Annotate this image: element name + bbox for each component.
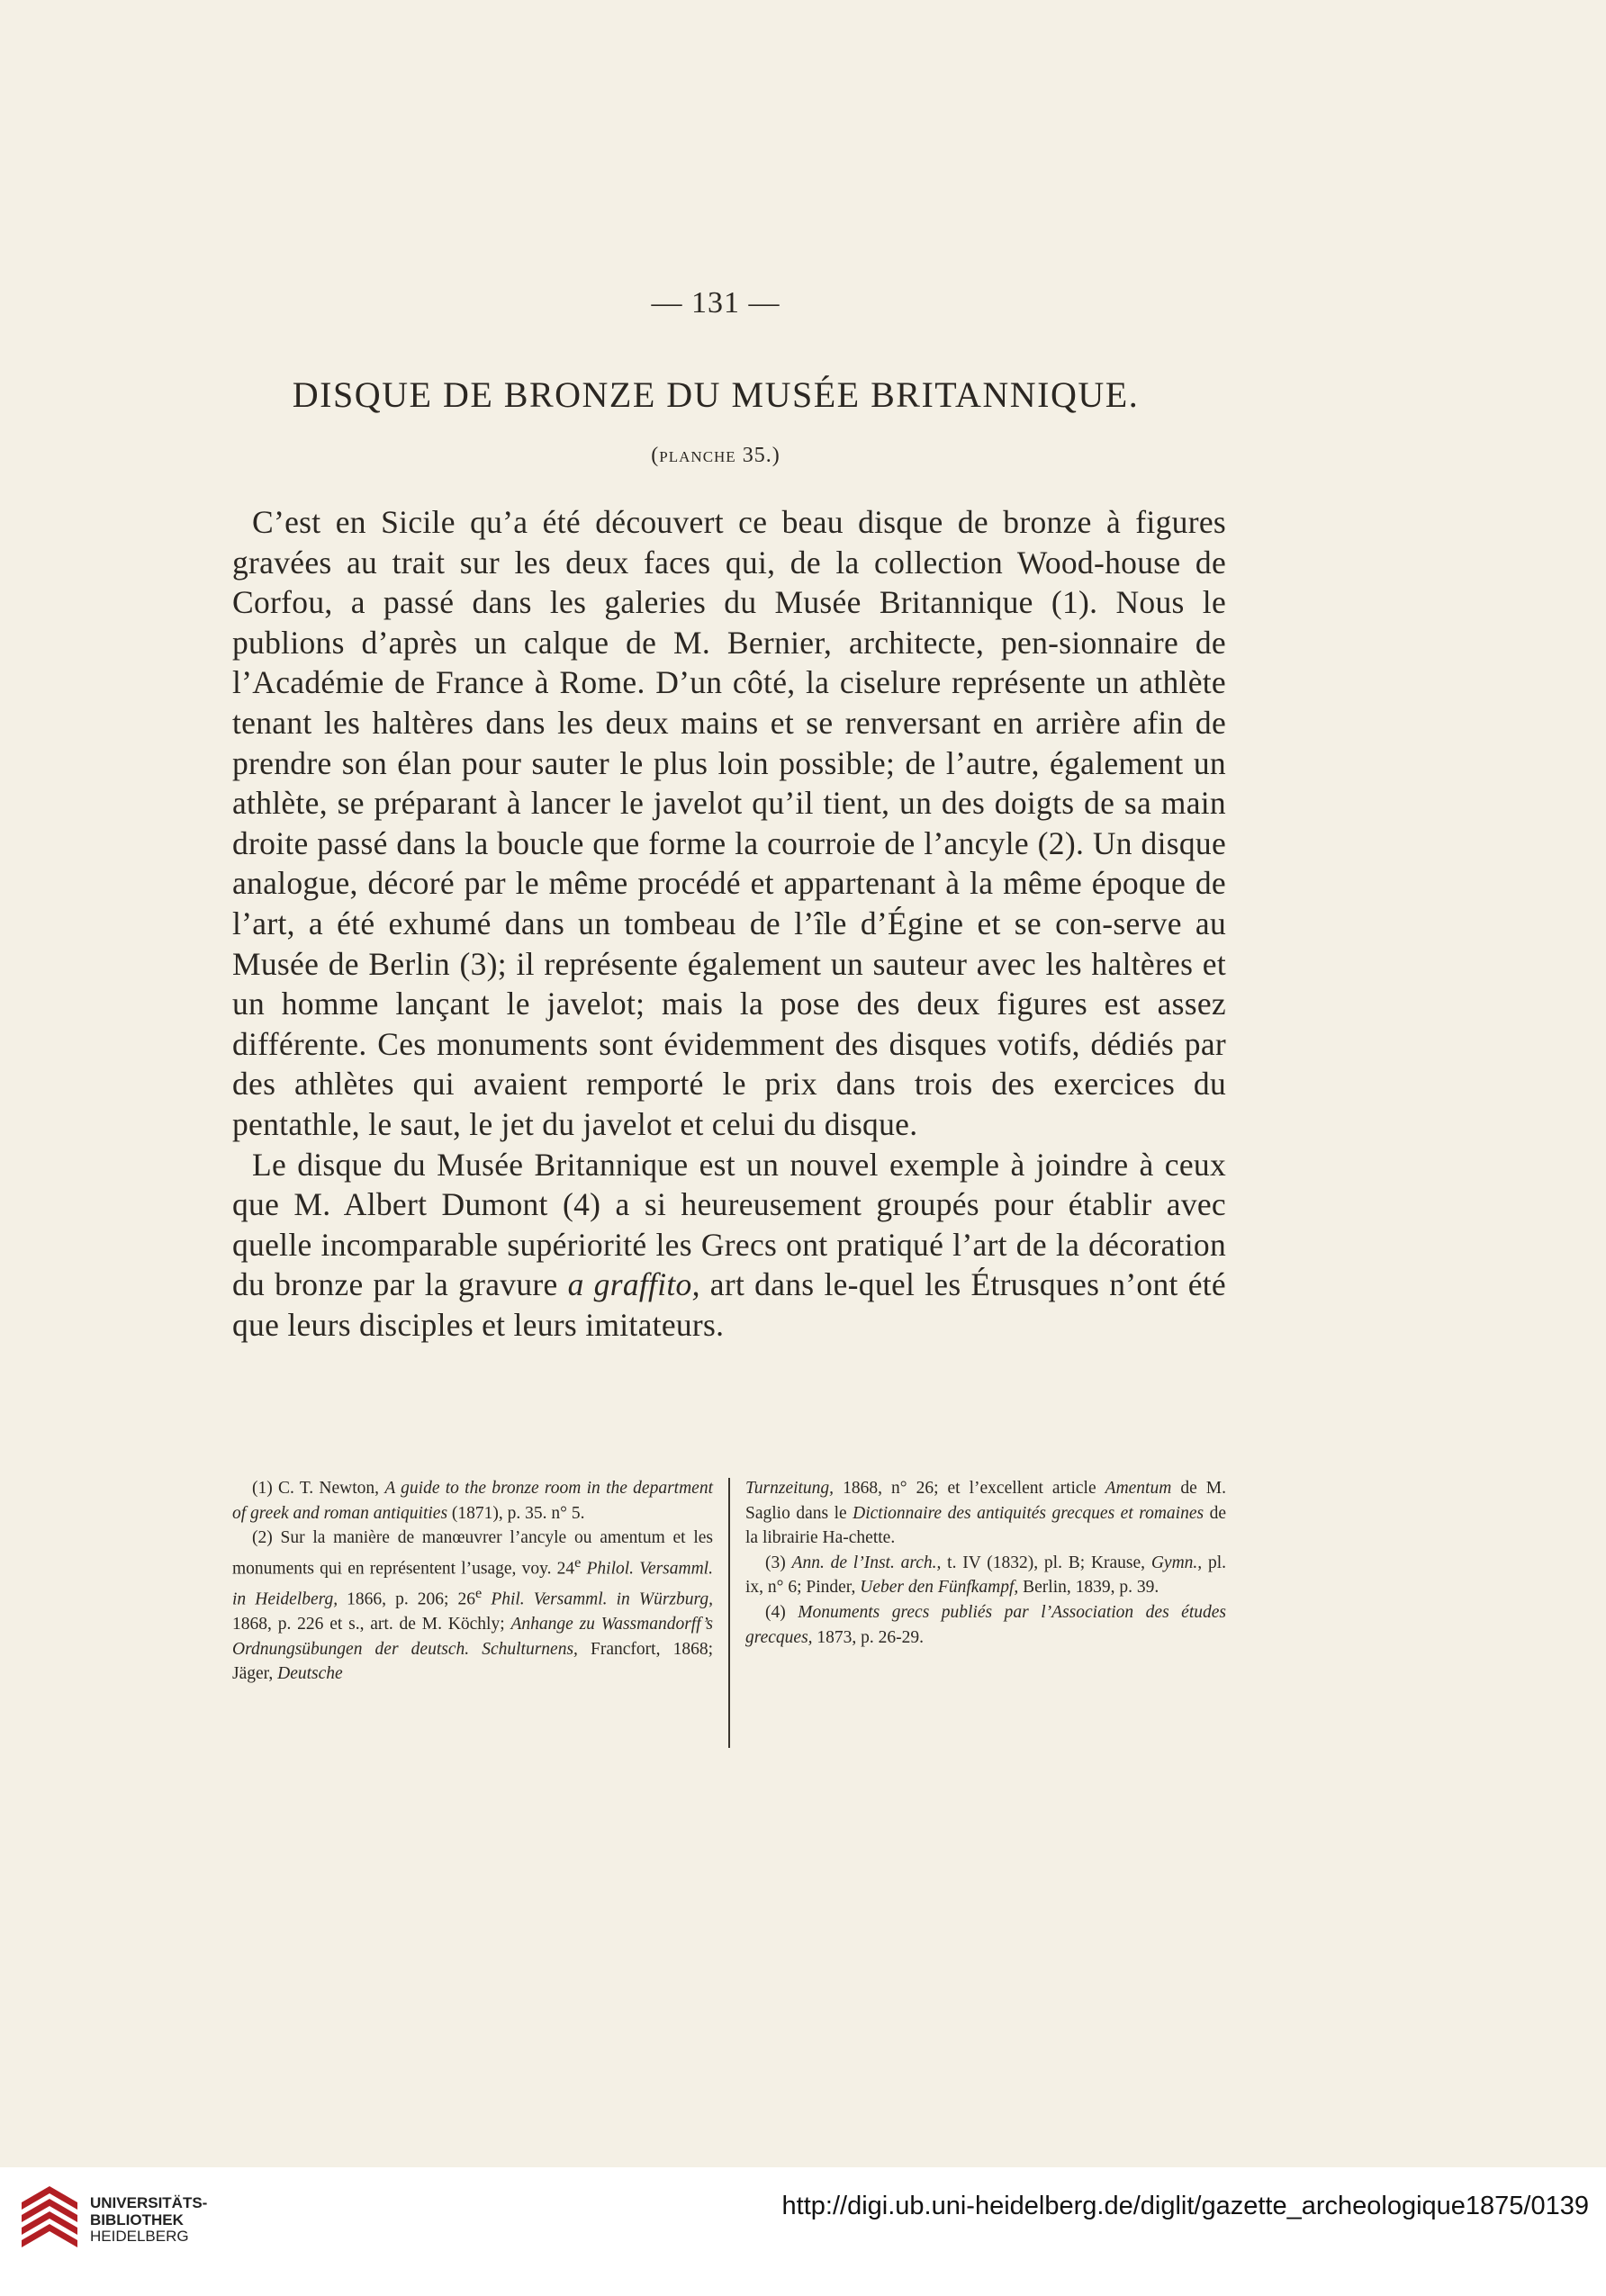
footnote-2-cont-text-a: 1868, n° 26; et l’excellent article: [834, 1479, 1105, 1498]
footnote-2-text-c: 1868, p. 226 et s., art. de M. Köchly;: [232, 1614, 511, 1634]
footnote-2-italic-1: Philol. Versamml. in Heidelberg,: [232, 1559, 713, 1609]
footnote-2-text-b: 1866, p. 206; 26: [338, 1589, 476, 1609]
footnote-3-text-c: pl. ix, n° 6; Pinder,: [745, 1553, 1226, 1598]
plate-reference: [0, 444, 1431, 468]
footnote-3-italic-1: Ann. de l’Inst. arch.,: [791, 1553, 942, 1572]
footnote-2-cont-text-b: de M. Saglio dans le: [745, 1479, 1226, 1523]
plate-open: (: [651, 444, 660, 467]
footnotes-left-column: [232, 1476, 728, 1748]
footnote-3-italic-2: Gymn.,: [1150, 1553, 1203, 1572]
footnote-1-italic: A guide to the bronze room in the department of greek and roman antiquities: [232, 1479, 713, 1523]
footnote-2-cont-italic-1: Turnzeitung,: [745, 1479, 835, 1498]
footnote-2: [232, 1526, 713, 1687]
footnote-2-cont-text-c: de la librairie Ha-chette.: [745, 1503, 1226, 1548]
library-name: [90, 2195, 207, 2246]
paragraph-2-italic: a graffito,: [567, 1266, 700, 1303]
footer-bar: [0, 2167, 1606, 2296]
library-name-line-2: BIBLIOTHEK: [90, 2210, 184, 2228]
footnote-4: [745, 1600, 1226, 1650]
article-title: DISQUE DE BRONZE DU MUSÉE BRITANNIQUE.: [292, 374, 1140, 415]
paragraph-1: C’est en Sicile qu’a été découvert ce beau disque de bronze à figures gravées au trait sur les deux faces qui, de la collection Wood-house de Corfou, a passé dans les galeries du Musée Britannique (1). Nous le publions d’après un calque de M. Bernier, architecte, pen-sionnaire de l’Académie de France à Rome. D’un côté, la ciselure représente un athlète tenant les haltères dans les deux mains et se renversant en arrière afin de prendre son élan pour sauter le plus loin possible; de l’autre, également un athlète, se préparant à lancer le javelot qu’il tient, un des doigts de sa main droite passé dans la boucle que forme la courroie de l’ancyle (2). Un disque analogue, décoré par le même procédé et appartenant à la même époque de l’art, a été exhumé dans un tombeau de l’île d’Égine et se con-serve au Musée de Berlin (3); il représente également un sauteur avec les haltères et un homme lançant le javelot; mais la pose des deux figures est assez différente. Ces monuments sont évidemment des disques votifs, dédiés par des athlètes qui avaient remporté le prix dans trois des exercices du pentathle, le saut, le jet du javelot et celui du disque.: [232, 504, 1226, 1142]
footnote-3-italic-3: Ueber den Fünfkampf,: [860, 1578, 1019, 1598]
footnote-2-text-d: Francfort, 1868; Jäger,: [232, 1639, 713, 1684]
library-logo-icon: [18, 2183, 81, 2255]
footnotes-right-column: [730, 1476, 1226, 1748]
paragraph-2-text-a: Le disque du Musée Britannique est un nouvel exemple à joindre à ceux que M. Albert Dumont (4) a si heureusement groupés pour établir avec quelle incomparable supériorité les Grecs ont pratiqué l’art de la décoration du bronze par la gravure: [232, 1146, 1226, 1303]
footnote-4-text-a: (4): [765, 1602, 798, 1622]
footnote-4-italic: Monuments grecs publiés par l’Association des études grecques,: [745, 1602, 1226, 1647]
footnote-4-text-b: 1873, p. 26-29.: [812, 1627, 925, 1647]
footnote-2-italic-2: Phil. Versamml. in Würzburg,: [482, 1589, 713, 1609]
page-number: — 131 —: [651, 286, 780, 320]
body-text: [232, 502, 1226, 1345]
paragraph-2-text-b: art dans le-quel les Étrusques n’ont été que leurs disciples et leurs imitateurs.: [232, 1266, 1226, 1343]
library-logo-shapes: [22, 2186, 77, 2247]
footnotes: [232, 1476, 1226, 1748]
footnote-2-cont-italic-3: Dictionnaire des antiquités grecques et romaines: [853, 1503, 1204, 1523]
footnote-3-text-b: t. IV (1832), pl. B; Krause,: [941, 1553, 1151, 1572]
plate-number: 35.): [735, 444, 780, 467]
source-url-link[interactable]: http://digi.ub.uni-heidelberg.de/diglit/gazette_archeologique1875/0139: [781, 2192, 1589, 2220]
footnote-2-cont-italic-2: Amentum: [1105, 1479, 1172, 1498]
library-name-line-3: HEIDELBERG: [90, 2228, 189, 2245]
footnote-3: [745, 1551, 1226, 1600]
library-name-line-1: UNIVERSITÄTS-: [90, 2194, 208, 2211]
footnote-2-italic-4: Deutsche: [277, 1664, 343, 1684]
footnote-3-text-d: Berlin, 1839, p. 39.: [1018, 1578, 1159, 1598]
footnote-1-text: (1) C. T. Newton,: [252, 1479, 385, 1498]
footnote-3-text-a: (3): [765, 1553, 792, 1572]
footnote-1-text-end: (1871), p. 35. n° 5.: [447, 1503, 585, 1523]
paragraph-2: [232, 1145, 1226, 1346]
footnote-2-italic-3: Anhange zu Wassmandorff’s Ordnungsübungen der deutsch. Schulturnens,: [232, 1614, 713, 1659]
footnote-2-sup-1: e: [574, 1553, 582, 1571]
footnote-2-text-a: (2) Sur la manière de manœuvrer l’ancyle ou amentum et les monuments qui en représentent l’usage, voy. 24: [232, 1528, 713, 1579]
footnote-1: [232, 1476, 713, 1526]
plate-label: planche: [659, 444, 736, 467]
footnote-2-sup-2: e: [475, 1584, 483, 1601]
footnote-2-continued: [745, 1476, 1226, 1551]
